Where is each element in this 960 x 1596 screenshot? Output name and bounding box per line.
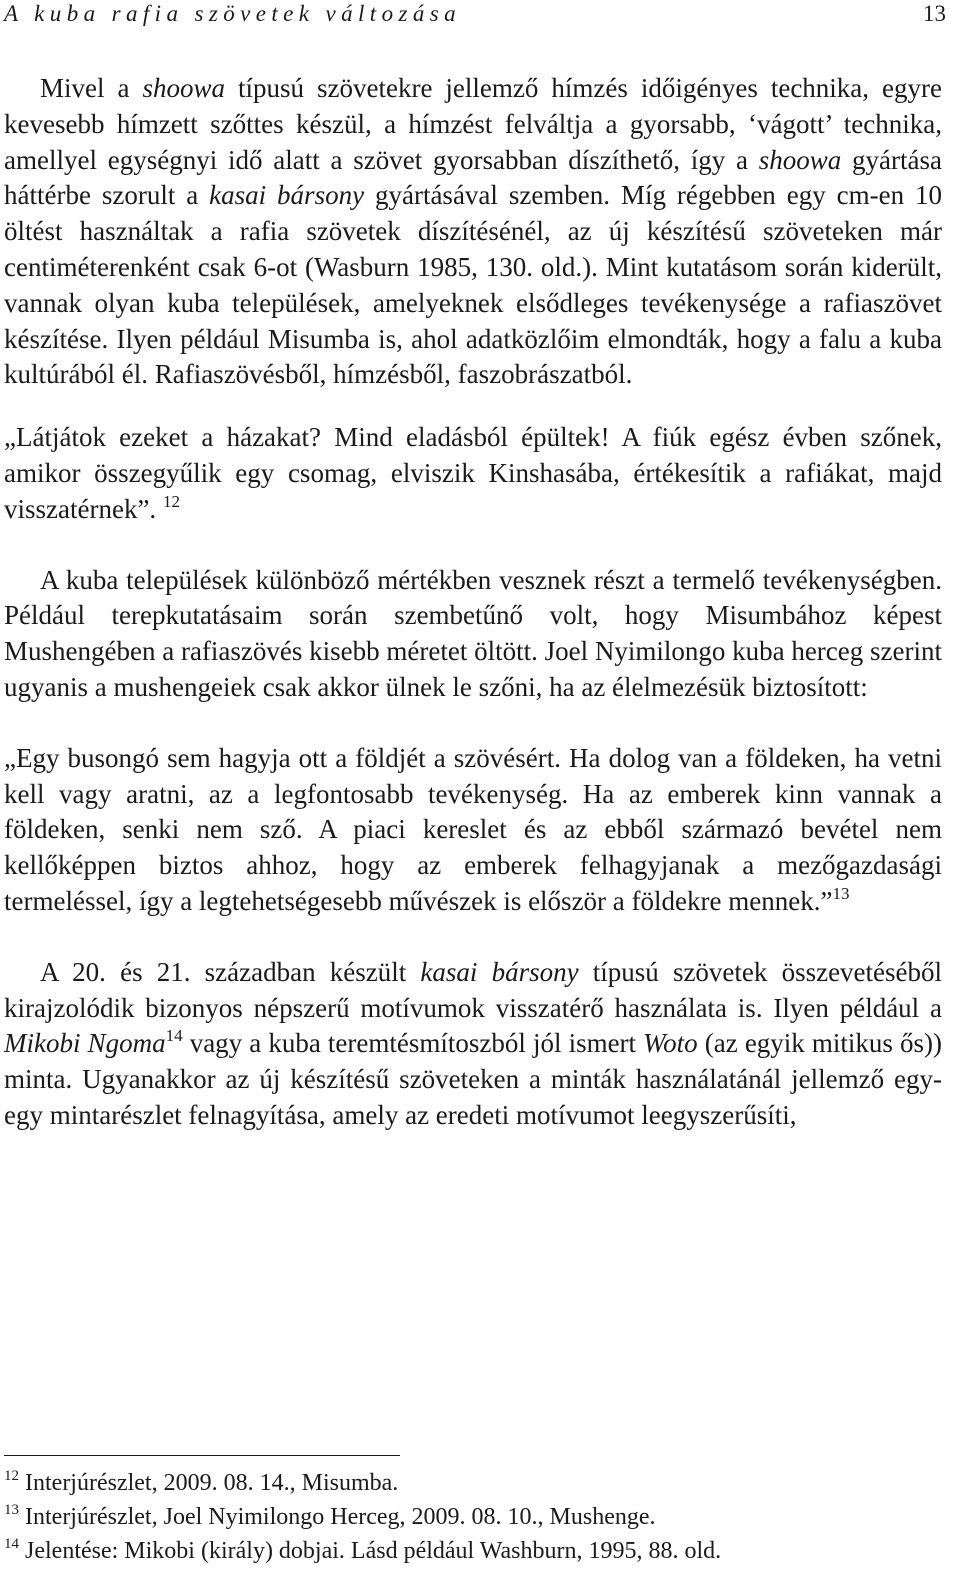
footnote-ref-12: 12 [162, 491, 180, 511]
text-run: vagy a kuba teremtésmítoszból jól ismert [182, 1028, 644, 1059]
footnote-divider [4, 1455, 400, 1456]
footnote-number: 12 [4, 1468, 19, 1484]
quote-text: „Egy busongó sem hagyja ott a földjét a szövésért. Ha dolog van a földeken, ha vetni kell vagy aratni, az a legfontosabb tevékenység. Ha az emberek kinn vannak a földeken, senki nem sző. A piaci kereslet és az ebből származó bevétel nem kellőképpen biztos ahhoz, hogy az emberek felhagyjanak a mezőgazdasági termeléssel, így a legtehetségesebb művészek is először a földekre mennek.” [4, 742, 942, 916]
text-run: (az egyik mitikus ős)) minta. Ugyanakkor az új készítésű szöveteken a minták használatánál jellemző egy-egy mintarészlet felnagyítása, amely az eredeti motívumot leegyszerűsíti, [4, 1028, 942, 1130]
footnote-text: Interjúrészlet, 2009. 08. 14., Misumba. [25, 1470, 399, 1496]
italic-term: shoowa [758, 144, 842, 175]
text-run: típusú szövetek összevetéséből kirajzolódik bizonyos népszerű motívumok visszatérő használata is. Ilyen például a [4, 956, 943, 1023]
paragraph-3 [4, 955, 942, 1134]
text-run: típusú szövetekre jellemző hímzés időigényes technika, egyre kevesebb hímzett szőttes készül, a hímzést felváltja a gyorsabb, ‘vágott’ technika, amellyel egységnyi idő alatt a szövet gyorsabban díszíthető, így a [4, 73, 942, 175]
footnotes [4, 1466, 942, 1568]
footnote-number: 14 [4, 1536, 19, 1552]
running-title: A kuba rafia szövetek változása [4, 1, 461, 26]
text-run: gyártása háttérbe szorult a [4, 144, 943, 211]
italic-term: kasai bársony [209, 180, 365, 211]
footnote-number: 13 [4, 1502, 19, 1518]
text-run: gyártásával szemben. Míg régebben egy cm-en 10 öltést használtak a rafia szövetek díszítésénél, az új készítésű szöveteken már centiméterenként csak 6-ot (Wasburn 1985, 130. old.). Mint kutatásom során kiderült, vannak olyan kuba települések, amelyeknek elsődleges tevékenysége a rafiaszövet készítése. Ilyen például Misumba is, ahol adatközlőim elmondták, hogy a falu a kuba kultúrából él. Rafiaszövésből, hímzésből, faszobrászatból. [4, 180, 942, 390]
page-number: 13 [923, 1, 946, 26]
text-run: Mivel a [40, 73, 143, 103]
italic-term: kasai bársony [420, 956, 579, 987]
footnote-12 [4, 1466, 942, 1500]
italic-term: Mikobi Ngoma [4, 1028, 166, 1059]
paragraph-2 [4, 563, 942, 706]
footnote-text: Jelentése: Mikobi (király) dobjai. Lásd például Washburn, 1995, 88. old. [25, 1538, 722, 1564]
quote-text: „Látjátok ezeket a házakat? Mind eladásból épültek! A fiúk egész évben szőnek, amikor összegyűlik egy csomag, elviszik Kinshasába, értékesítik a rafiákat, majd visszatérnek”. [4, 422, 942, 524]
italic-term: Woto [643, 1028, 698, 1059]
text-run: A kuba települések különböző mértékben vesznek részt a termelő tevékenységben. Például terepkutatásaim során szembetűnő volt, hogy Misumbához képest Mushengében a rafiaszövés kisebb méretet öltött. Joel Nyimilongo kuba herceg szerint ugyanis a mushengeiek csak akkor ülnek le szőni, ha az élelmezésük biztosított: [4, 564, 942, 702]
quote-1 [4, 420, 942, 527]
footnote-ref-13: 13 [832, 883, 850, 903]
footnote-text: Interjúrészlet, Joel Nyimilongo Herceg, 2009. 08. 10., Mushenge. [25, 1504, 656, 1530]
footnote-13 [4, 1500, 942, 1534]
running-header [4, 0, 946, 30]
italic-term: shoowa [142, 73, 225, 103]
quote-2 [4, 741, 942, 920]
body-text [4, 71, 942, 1134]
text-run: A 20. és 21. században készült [40, 956, 421, 987]
footnote-14 [4, 1534, 942, 1568]
footnote-ref-14: 14 [165, 1026, 183, 1046]
paragraph-1 [4, 71, 942, 393]
